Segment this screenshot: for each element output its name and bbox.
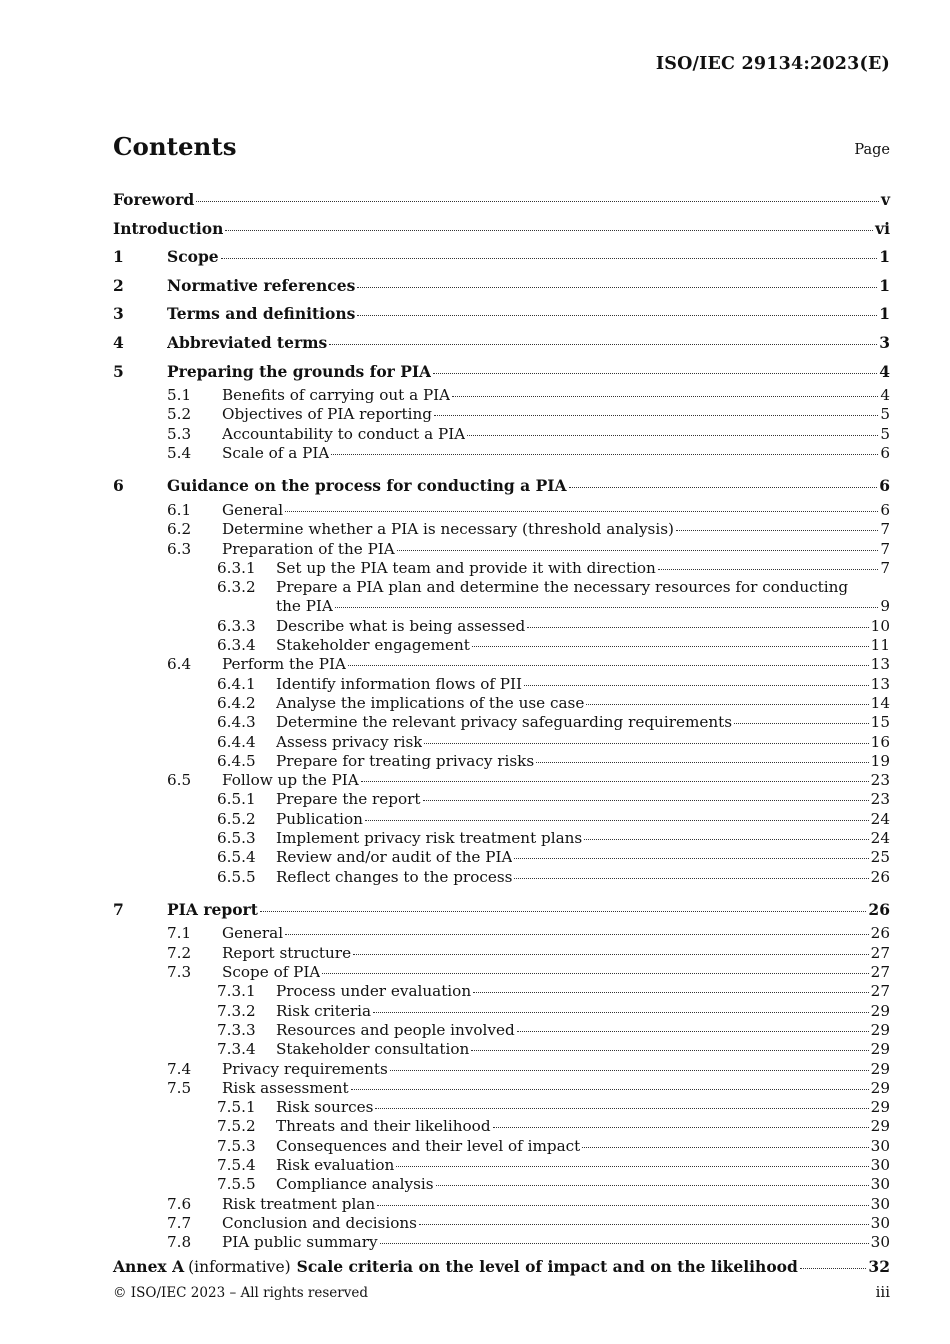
dot-leader	[260, 911, 867, 912]
toc-entry-page: vi	[875, 218, 890, 238]
toc-entry-page: 24	[870, 809, 890, 828]
toc-entry-title: Conclusion and decisions	[222, 1213, 417, 1232]
toc-entry[interactable]	[113, 243, 890, 272]
toc-entry-number: 6.3.4	[217, 636, 256, 655]
toc-entry-page: 26	[870, 867, 890, 886]
toc-entry-number: 6.4.4	[217, 732, 256, 751]
dot-leader	[351, 1089, 869, 1090]
toc-entry-title: Risk assessment	[222, 1078, 349, 1097]
dot-leader	[514, 858, 868, 859]
toc-entry-title: Review and/or audit of the PIA	[276, 848, 513, 867]
toc-entry-number: 6.4.5	[217, 751, 256, 770]
dot-leader	[377, 1205, 869, 1206]
toc-entry-page: 24	[870, 828, 890, 847]
dot-leader	[419, 1224, 869, 1225]
toc-entry-number: 6.5.2	[217, 809, 256, 828]
toc-entry-page: 29	[870, 1117, 890, 1136]
toc-entry[interactable]	[113, 1098, 890, 1117]
toc-entry-title: Set up the PIA team and provide it with direction	[276, 558, 656, 577]
toc-entry-page: 1	[879, 275, 890, 295]
dot-leader	[473, 992, 869, 993]
annex-label: Annex A	[113, 1256, 185, 1276]
dot-leader	[285, 511, 878, 512]
toc-entry[interactable]	[113, 1060, 890, 1079]
toc-entry-number: 7.3.1	[217, 982, 256, 1001]
dot-leader	[375, 1108, 868, 1109]
annex-title: Scale criteria on the level of impact and on the likelihood	[296, 1256, 798, 1276]
toc-entry-page: 27	[870, 963, 890, 982]
toc-entry[interactable]	[113, 1195, 890, 1214]
dot-leader	[536, 762, 869, 763]
toc-entry-number: 6.4	[167, 655, 192, 674]
toc-entry-page: 13	[870, 655, 890, 674]
toc-entry-page: 15	[870, 713, 890, 732]
table-of-contents	[113, 186, 890, 1281]
toc-entry[interactable]	[113, 1137, 890, 1156]
dot-leader	[424, 743, 868, 744]
toc-entry-title: General	[222, 924, 284, 943]
toc-entry-page: 29	[870, 1098, 890, 1117]
toc-entry-number: 7.4	[167, 1059, 192, 1078]
toc-entry[interactable]	[113, 386, 890, 405]
toc-entry[interactable]	[113, 1002, 890, 1021]
toc-entry-page: 7	[880, 539, 890, 558]
dot-leader	[396, 1166, 868, 1167]
toc-entry-number: 7.5.1	[217, 1098, 256, 1117]
toc-entry-title: Scope of PIA	[222, 963, 321, 982]
dot-leader	[433, 373, 877, 374]
toc-entry-number: 4	[113, 332, 124, 352]
copyright-notice: © ISO/IEC 2023 – All rights reserved	[113, 1285, 368, 1301]
toc-entry[interactable]	[113, 771, 890, 790]
dot-leader	[285, 934, 869, 935]
toc-entry-page: 26	[870, 924, 890, 943]
toc-entry-number: 2	[113, 275, 124, 295]
toc-entry-number: 7.3.2	[217, 1001, 256, 1020]
toc-entry-number: 7.2	[167, 943, 192, 962]
toc-entry-number: 6.5.3	[217, 828, 256, 847]
toc-entry-title: Resources and people involved	[276, 1020, 515, 1039]
toc-entry[interactable]	[113, 868, 890, 887]
toc-entry[interactable]	[113, 1175, 890, 1194]
toc-entry-number: 7.3	[167, 963, 192, 982]
toc-entry-number: 7.5.3	[217, 1136, 256, 1155]
toc-entry-title: Stakeholder consultation	[276, 1040, 470, 1059]
dot-leader	[361, 781, 869, 782]
toc-entry-page: 27	[870, 982, 890, 1001]
toc-entry-number: 6.5	[167, 771, 192, 790]
toc-entry[interactable]	[113, 501, 890, 520]
toc-entry-page: 30	[870, 1136, 890, 1155]
toc-entry[interactable]	[113, 848, 890, 867]
toc-entry[interactable]	[113, 186, 890, 215]
toc-entry-number: 6.3.3	[217, 616, 256, 635]
dot-leader	[357, 287, 877, 288]
toc-entry[interactable]	[113, 896, 890, 925]
dot-leader	[493, 1127, 869, 1128]
toc-entry-title: Prepare the report	[276, 790, 421, 809]
toc-entry-number: 6.3.2	[217, 578, 256, 597]
toc-entry-title: Report structure	[222, 943, 352, 962]
dot-leader	[524, 685, 869, 686]
toc-entry-page: 27	[870, 943, 890, 962]
toc-entry-title: Determine the relevant privacy safeguarding requirements	[276, 713, 733, 732]
toc-entry-number: 5.4	[167, 444, 192, 463]
dot-leader	[586, 704, 868, 705]
toc-entry-page: 29	[870, 1078, 890, 1097]
dot-leader	[196, 201, 879, 202]
toc-entry[interactable]	[113, 559, 890, 578]
toc-entry-number: 7.5.2	[217, 1117, 256, 1136]
toc-entry-title: Preparing the grounds for PIA	[167, 361, 432, 381]
toc-entry[interactable]	[113, 1156, 890, 1175]
toc-entry-title: Scale of a PIA	[222, 444, 330, 463]
toc-entry-number: 3	[113, 304, 124, 324]
dot-leader	[329, 344, 877, 345]
dot-leader	[397, 550, 879, 551]
toc-entry-title: Determine whether a PIA is necessary (threshold analysis)	[222, 520, 674, 539]
toc-entry-title: Terms and definitions	[167, 304, 356, 324]
toc-entry-number: 5.1	[167, 386, 192, 405]
toc-entry[interactable]	[113, 752, 890, 771]
toc-entry-page: 7	[880, 558, 890, 577]
toc-entry-page: 13	[870, 674, 890, 693]
toc-entry-page: 3	[879, 332, 890, 352]
dot-leader	[331, 454, 878, 455]
toc-entry-page: 30	[870, 1213, 890, 1232]
toc-entry[interactable]	[113, 444, 890, 463]
annex-page: 32	[868, 1256, 890, 1276]
toc-entry[interactable]	[113, 578, 890, 597]
toc-entry-number: 7.5	[167, 1078, 192, 1097]
toc-entry-title: Publication	[276, 809, 363, 828]
toc-entry-number: 7.6	[167, 1194, 192, 1213]
toc-entry-page: 29	[870, 1040, 890, 1059]
toc-entry-title: Prepare for treating privacy risks	[276, 751, 535, 770]
toc-entry[interactable]	[113, 272, 890, 301]
toc-entry-number: 7.1	[167, 924, 192, 943]
toc-entry-title: Objectives of PIA reporting	[222, 405, 432, 424]
toc-entry-page: 6	[879, 476, 890, 496]
toc-entry-page: 19	[870, 751, 890, 770]
toc-entry-title: Describe what is being assessed	[276, 616, 526, 635]
dot-leader	[514, 878, 868, 879]
toc-entry-title: PIA public summary	[222, 1233, 378, 1252]
toc-entry-number: 7	[113, 899, 124, 919]
page-number: iii	[875, 1283, 890, 1301]
toc-entry-number: 7.8	[167, 1233, 192, 1252]
toc-entry-number: 5.2	[167, 405, 192, 424]
toc-entry-number: 1	[113, 247, 124, 267]
toc-entry-title: Introduction	[113, 218, 224, 238]
dot-leader	[452, 396, 878, 397]
toc-entry-page: 6	[880, 444, 890, 463]
toc-entry-page: 29	[870, 1001, 890, 1020]
toc-entry-title: General	[222, 500, 284, 519]
dot-leader	[734, 723, 869, 724]
toc-entry-page: 30	[870, 1194, 890, 1213]
dot-leader	[436, 1185, 869, 1186]
toc-entry-number: 7.7	[167, 1213, 192, 1232]
toc-entry-title: Risk treatment plan	[222, 1194, 376, 1213]
toc-entry-title: Stakeholder engagement	[276, 636, 470, 655]
toc-entry[interactable]	[113, 617, 890, 636]
toc-entry-number: 6.5.5	[217, 867, 256, 886]
toc-entry-page: 14	[870, 693, 890, 712]
toc-entry-continuation[interactable]	[113, 597, 890, 616]
toc-entry-title: Preparation of the PIA	[222, 539, 395, 558]
toc-entry-page: 7	[880, 520, 890, 539]
toc-entry[interactable]	[113, 300, 890, 329]
toc-entry[interactable]	[113, 1079, 890, 1098]
toc-entry-page: 23	[870, 790, 890, 809]
toc-entry[interactable]	[113, 540, 890, 559]
toc-entry-number: 6.4.3	[217, 713, 256, 732]
toc-entry-title: Follow up the PIA	[222, 771, 359, 790]
toc-entry-number: 6	[113, 476, 124, 496]
dot-leader	[365, 820, 869, 821]
toc-entry-number: 6.2	[167, 520, 192, 539]
dot-leader	[353, 954, 869, 955]
dot-leader	[373, 1012, 869, 1013]
toc-entry-title-continued: the PIA	[276, 597, 333, 616]
toc-entry-title: Analyse the implications of the use case	[276, 693, 585, 712]
toc-entry[interactable]	[113, 733, 890, 752]
toc-entry-page: 25	[870, 848, 890, 867]
toc-entry-page: 29	[870, 1020, 890, 1039]
dot-leader	[221, 258, 878, 259]
dot-leader	[380, 1243, 869, 1244]
toc-entry-title: Risk criteria	[276, 1001, 372, 1020]
toc-entry[interactable]	[113, 713, 890, 732]
toc-entry-title: Identify information flows of PII	[276, 674, 523, 693]
toc-entry[interactable]	[113, 655, 890, 674]
toc-entry[interactable]	[113, 405, 890, 424]
toc-entry-annex[interactable]	[113, 1253, 890, 1282]
toc-entry-page: 29	[870, 1059, 890, 1078]
toc-entry-title: Privacy requirements	[222, 1059, 388, 1078]
toc-entry[interactable]	[113, 1117, 890, 1136]
toc-entry[interactable]	[113, 694, 890, 713]
toc-entry-title: Perform the PIA	[222, 655, 346, 674]
toc-entry[interactable]	[113, 790, 890, 809]
toc-entry-page: 4	[879, 361, 890, 381]
toc-entry-title: Guidance on the process for conducting a PIA	[167, 476, 567, 496]
toc-entry-title: Assess privacy risk	[276, 732, 423, 751]
toc-entry-page: v	[880, 190, 890, 209]
toc-entry-title: Process under evaluation	[276, 982, 472, 1001]
toc-entry[interactable]	[113, 1040, 890, 1059]
toc-entry[interactable]	[113, 425, 890, 444]
toc-entry-page: 6	[880, 500, 890, 519]
toc-entry[interactable]	[113, 963, 890, 982]
toc-entry-title: Compliance analysis	[276, 1175, 434, 1194]
toc-entry-page: 1	[879, 247, 890, 267]
document-id: ISO/IEC 29134:2023(E)	[655, 54, 890, 74]
toc-entry-number: 7.5.4	[217, 1156, 256, 1175]
dot-leader	[472, 646, 869, 647]
toc-entry-number: 5.3	[167, 424, 192, 443]
dot-leader	[658, 569, 879, 570]
toc-entry[interactable]	[113, 520, 890, 539]
toc-entry-number: 6.4.1	[217, 674, 256, 693]
dot-leader	[471, 1050, 868, 1051]
page-column-label: Page	[854, 142, 890, 158]
toc-entry-page: 10	[870, 616, 890, 635]
toc-entry-number: 6.5.4	[217, 848, 256, 867]
toc-entry-title: Threats and their likelihood	[276, 1117, 491, 1136]
toc-entry[interactable]	[113, 675, 890, 694]
toc-entry-title: Prepare a PIA plan and determine the necessary resources for conducting	[276, 578, 849, 597]
toc-entry[interactable]	[113, 810, 890, 829]
toc-entry-number: 6.4.2	[217, 693, 256, 712]
toc-entry-number: 7.5.5	[217, 1175, 256, 1194]
toc-entry-page: 5	[880, 424, 890, 443]
toc-entry-title: Consequences and their level of impact	[276, 1136, 581, 1155]
toc-entry-number: 6.1	[167, 500, 192, 519]
toc-entry-number: 6.3	[167, 539, 192, 558]
toc-entry[interactable]	[113, 944, 890, 963]
dot-leader	[676, 530, 878, 531]
toc-entry[interactable]	[113, 472, 890, 501]
toc-entry[interactable]	[113, 636, 890, 655]
toc-entry[interactable]	[113, 358, 890, 387]
toc-entry-number: 5	[113, 361, 124, 381]
dot-leader	[357, 315, 877, 316]
toc-entry[interactable]	[113, 1233, 890, 1252]
toc-entry-page: 30	[870, 1175, 890, 1194]
toc-entry-title: Accountability to conduct a PIA	[222, 424, 466, 443]
dot-leader	[517, 1031, 869, 1032]
toc-entry-page: 23	[870, 771, 890, 790]
toc-entry-title: Scope	[167, 247, 219, 267]
toc-entry-title: Abbreviated terms	[167, 332, 328, 352]
annex-tag: (informative)	[188, 1257, 291, 1276]
dot-leader	[390, 1070, 869, 1071]
toc-entry-page: 9	[880, 597, 890, 616]
toc-entry-page: 11	[870, 636, 890, 655]
toc-entry-title: Implement privacy risk treatment plans	[276, 828, 583, 847]
dot-leader	[527, 627, 868, 628]
toc-entry-title: Benefits of carrying out a PIA	[222, 386, 451, 405]
toc-entry-title: Risk evaluation	[276, 1156, 395, 1175]
toc-entry[interactable]	[113, 982, 890, 1001]
toc-entry-title: Normative references	[167, 275, 356, 295]
dot-leader	[335, 607, 878, 608]
toc-entry-page: 26	[868, 899, 890, 919]
toc-entry-page: 30	[870, 1233, 890, 1252]
toc-entry[interactable]	[113, 1021, 890, 1040]
toc-entry[interactable]	[113, 329, 890, 358]
toc-entry[interactable]	[113, 1214, 890, 1233]
dot-leader	[569, 487, 878, 488]
dot-leader	[348, 665, 869, 666]
dot-leader	[434, 415, 878, 416]
toc-entry-number: 6.3.1	[217, 558, 256, 577]
toc-entry-number: 7.3.3	[217, 1020, 256, 1039]
dot-leader	[423, 800, 869, 801]
dot-leader	[322, 973, 868, 974]
toc-entry-page: 30	[870, 1156, 890, 1175]
dot-leader	[584, 839, 868, 840]
toc-entry-title: Foreword	[113, 190, 195, 209]
toc-entry-page: 4	[880, 386, 890, 405]
toc-entry[interactable]	[113, 924, 890, 943]
toc-entry-number: 7.3.4	[217, 1040, 256, 1059]
toc-entry-number: 6.5.1	[217, 790, 256, 809]
toc-entry[interactable]	[113, 215, 890, 244]
dot-leader	[800, 1268, 867, 1269]
dot-leader	[582, 1147, 868, 1148]
contents-heading: Contents	[113, 132, 237, 161]
toc-entry-page: 1	[879, 304, 890, 324]
toc-entry-page: 5	[880, 405, 890, 424]
dot-leader	[225, 230, 873, 231]
toc-entry-title: PIA report	[167, 899, 258, 919]
toc-entry[interactable]	[113, 829, 890, 848]
dot-leader	[467, 435, 878, 436]
toc-entry-title: Risk sources	[276, 1098, 374, 1117]
toc-entry-page: 16	[870, 732, 890, 751]
toc-entry-title: Reflect changes to the process	[276, 867, 513, 886]
